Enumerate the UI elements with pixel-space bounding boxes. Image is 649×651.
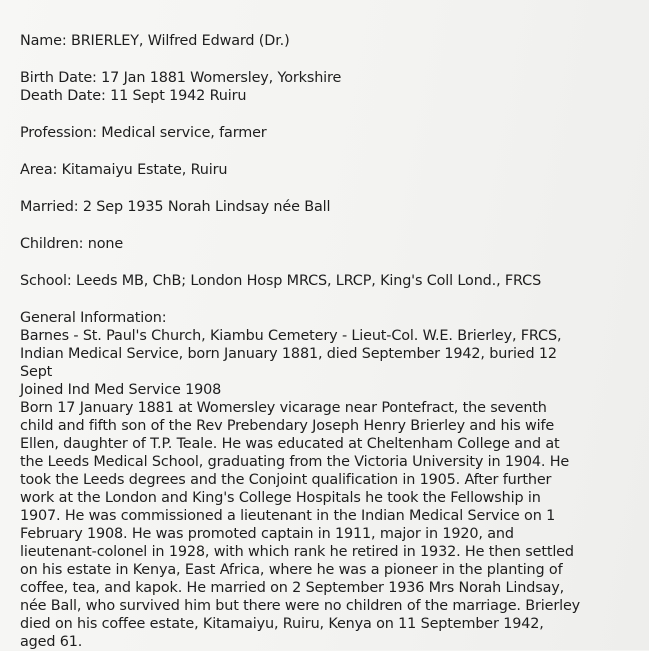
name-field: Name: BRIERLEY, Wilfred Edward (Dr.)	[20, 33, 290, 49]
area-field: Area: Kitamaiyu Estate, Ruiru	[20, 162, 228, 178]
biography-line: work at the London and King's College Hospitals he took the Fellowship in	[20, 490, 541, 506]
biography-paragraph	[20, 399, 640, 651]
school-field: School: Leeds MB, ChB; London Hosp MRCS, LRCP, King's Coll Lond., FRCS	[20, 273, 542, 289]
biography-line: took the Leeds degrees and the Conjoint qualification in 1905. After further	[20, 472, 552, 488]
biography-line: lieutenant-colonel in 1928, with which rank he retired in 1932. He then settled	[20, 544, 574, 560]
biography-line: Born 17 January 1881 at Womersley vicarage near Pontefract, the seventh	[20, 400, 547, 416]
birth-date-field: Birth Date: 17 Jan 1881 Womersley, Yorkshire	[20, 70, 342, 86]
biography-line: on his estate in Kenya, East Africa, where he was a pioneer in the planting of	[20, 562, 563, 578]
biography-line: died on his coffee estate, Kitamaiyu, Ruiru, Kenya on 11 September 1942,	[20, 616, 544, 632]
death-date-field: Death Date: 11 Sept 1942 Ruiru	[20, 88, 247, 104]
biography-line: the Leeds Medical School, graduating from the Victoria University in 1904. He	[20, 454, 570, 470]
biography-line: coffee, tea, and kapok. He married on 2 September 1936 Mrs Norah Lindsay,	[20, 580, 565, 596]
biographical-record	[20, 24, 640, 651]
burial-line: Barnes - St. Paul's Church, Kiambu Cemetery - Lieut-Col. W.E. Brierley, FRCS,	[20, 328, 562, 344]
biography-line: child and fifth son of the Rev Prebendary Joseph Henry Brierley and his wife	[20, 418, 555, 434]
children-field: Children: none	[20, 236, 124, 252]
biography-line: Ellen, daughter of T.P. Teale. He was educated at Cheltenham College and at	[20, 436, 560, 452]
burial-line: Indian Medical Service, born January 1881, died September 1942, buried 12	[20, 346, 557, 362]
biography-line: 1907. He was commissioned a lieutenant in the Indian Medical Service on 1	[20, 508, 556, 524]
profession-field: Profession: Medical service, farmer	[20, 125, 267, 141]
biography-line: February 1908. He was promoted captain in 1911, major in 1920, and	[20, 526, 514, 542]
biography-line: née Ball, who survived him but there were no children of the marriage. Brierley	[20, 598, 581, 614]
service-note: Joined Ind Med Service 1908	[20, 382, 222, 398]
general-information-heading: General Information:	[20, 310, 167, 326]
married-field: Married: 2 Sep 1935 Norah Lindsay née Ball	[20, 199, 331, 215]
burial-line: Sept	[20, 364, 53, 380]
biography-line: aged 61.	[20, 634, 83, 650]
